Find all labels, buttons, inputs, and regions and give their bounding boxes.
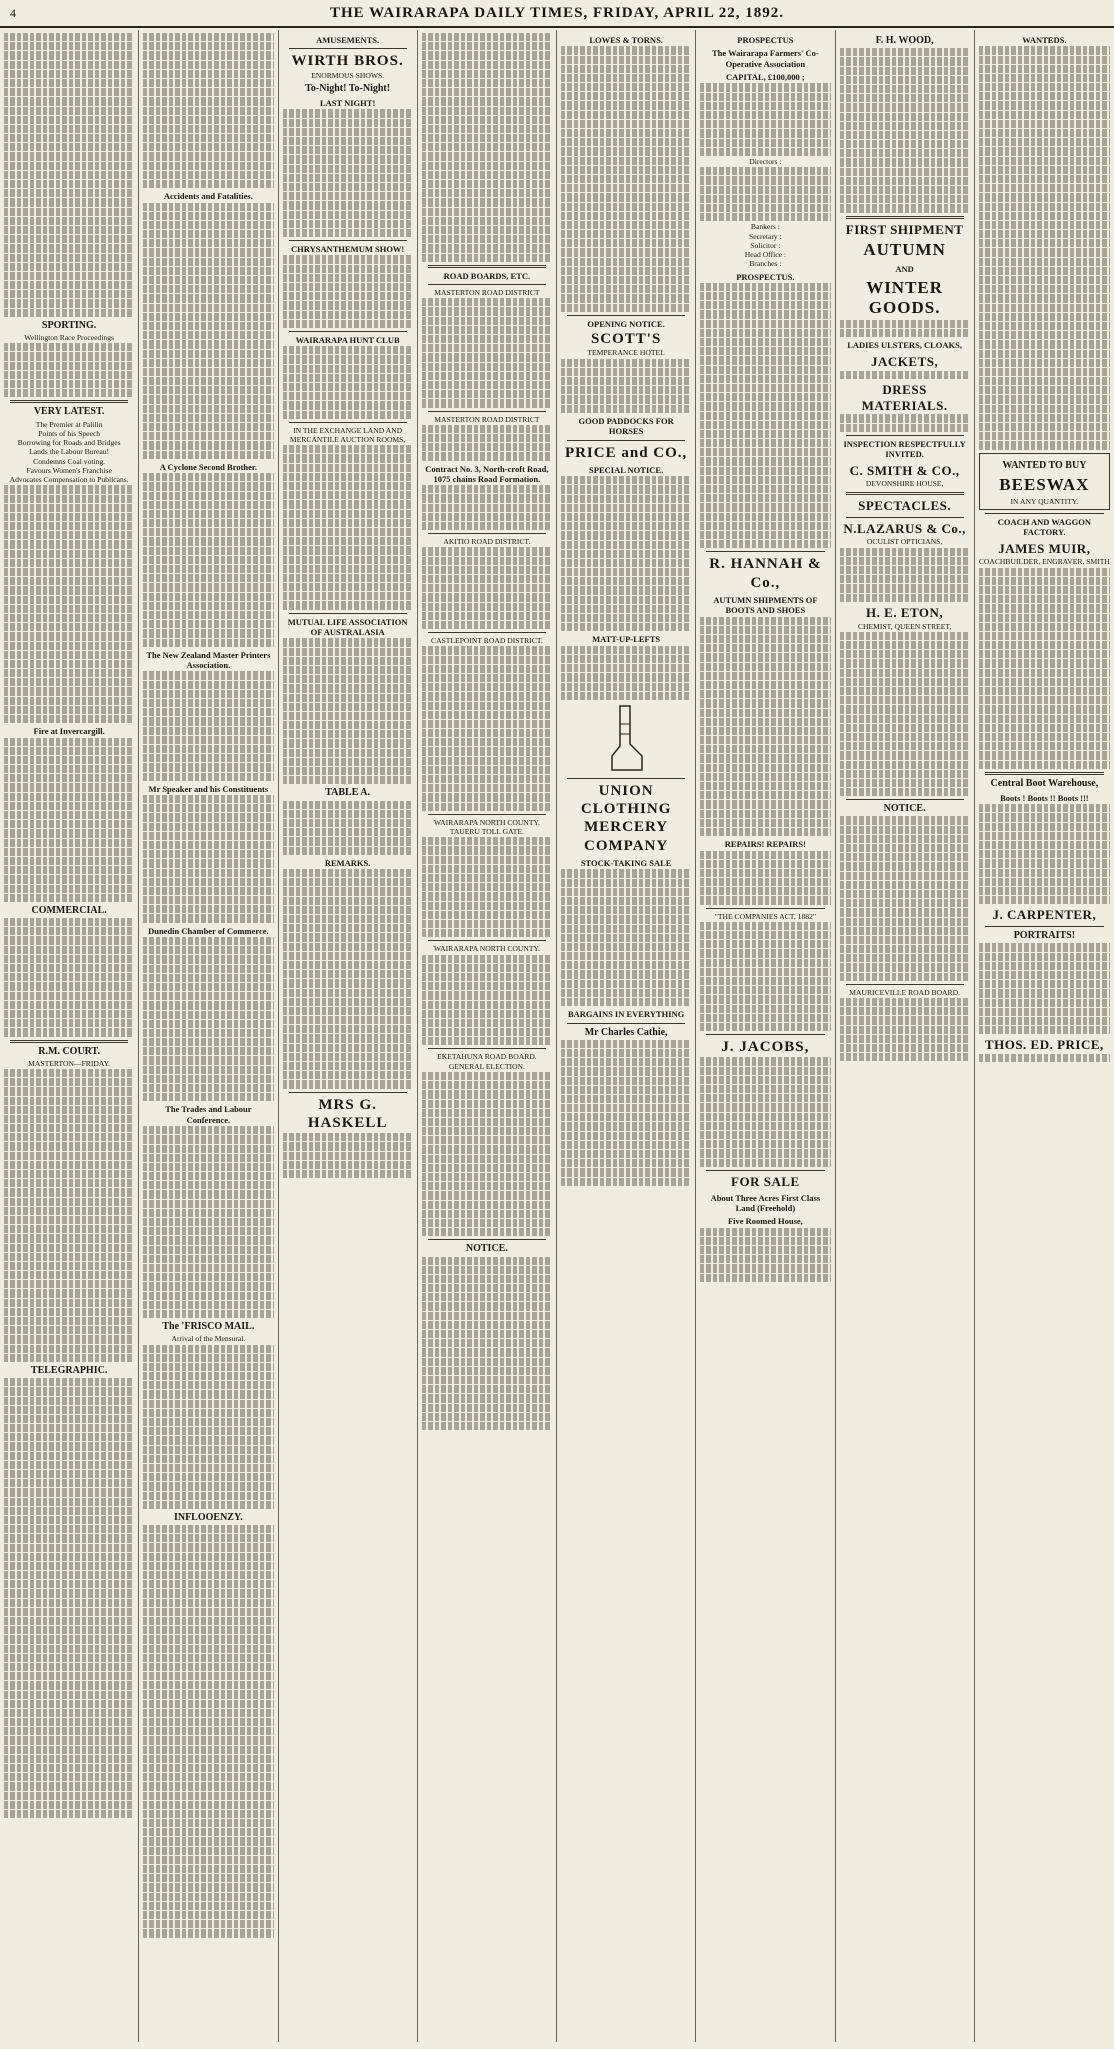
advert-heading: JACKETS, [871,353,939,369]
advert-heading: COACH AND WAGGON FACTORY. [997,516,1092,538]
notice-heading: MASTERTON ROAD DISTRICT [434,288,540,298]
subheading: Condemns Coal voting. [33,456,106,466]
subheading: Arrival of the Mensural. [171,1334,246,1344]
notice-text [422,425,552,461]
advert-text [561,646,691,700]
divider [567,440,685,441]
article-text [143,671,273,780]
advert-text [979,1054,1110,1062]
subheading: Advocates Compensation to Publicans. [9,475,129,485]
table-text [283,801,413,855]
advert-title: WINTER GOODS. [866,277,944,318]
notice-text [422,485,552,530]
advert-title: H. E. ETON, [866,604,944,620]
notice-text [422,547,552,629]
advert-title: J. JACOBS, [721,1039,810,1056]
advert-text [840,414,970,431]
advert-heading: CAPITAL, £100,000 ; [726,72,805,83]
advert-title: The Wairarapa Farmers' Co-Operative Association [711,48,819,69]
advert-text [561,359,691,413]
column-8 [975,30,1114,2042]
divider [289,240,407,241]
section-heading: AMUSEMENTS. [316,35,380,45]
advert-text [283,346,413,419]
advert-text [700,922,830,1031]
advert-heading: LAST NIGHT! [319,98,376,109]
divider [985,772,1104,775]
advert-text [561,869,691,1006]
notice-heading: EKETAHUNA ROAD BOARD. [437,1052,537,1062]
advert-subtitle: IN ANY QUANTITY. [1010,496,1079,506]
advert-title: AUTUMN [863,240,946,260]
advert-heading: AUTUMN SHIPMENTS OF BOOTS AND SHOES [713,594,818,616]
advert-text [561,1040,691,1186]
advert-text [283,109,413,237]
advert-subtitle: DEVONSHIRE HOUSE, [865,479,944,489]
article-text [4,738,134,902]
subheading: Favours Women's Franchise [26,465,112,475]
article-text [143,1126,273,1318]
divider [289,422,407,423]
advert-text [283,869,413,1089]
divider [289,331,407,332]
divider [706,1034,824,1035]
notice-text [840,816,970,980]
advert-heading: LADIES ULSTERS, CLOAKS, [847,340,963,351]
notice-text [422,646,552,810]
divider [289,1092,407,1093]
notice-text [422,837,552,937]
advert-title: THOS. ED. PRICE, [984,1037,1104,1053]
section-heading: R.M. COURT. [38,1045,100,1057]
divider [706,1170,824,1171]
divider [985,513,1104,514]
divider [846,799,964,800]
column-5 [557,30,696,2042]
article-text [4,343,134,397]
section-heading: Accidents and Fatalities. [163,191,253,202]
boot-illustration-icon [606,704,646,774]
article-text [143,473,273,647]
article-text [143,33,273,188]
divider [289,48,407,49]
advert-heading: GOOD PADDOCKS FOR HORSES [578,415,674,437]
divider [567,778,685,779]
advert-title: WIRTH BROS. [291,53,404,70]
advert-title: WANTED TO BUY [1002,459,1087,471]
article-text [143,1345,273,1509]
advert-title: SCOTT'S [590,331,662,348]
notice-text [840,998,970,1061]
notice-heading: NOTICE. [465,1243,508,1255]
advert-subheading: Bankers : [750,222,780,232]
divider [10,400,128,403]
subheading: Points of his Speech [38,428,101,438]
article-text [143,937,273,1101]
section-heading: Mr Speaker and his Constituents [148,783,269,794]
advert-text [840,320,970,337]
page-title: THE WAIRARAPA DAILY TIMES, FRIDAY, APRIL 22, 1892. [329,4,785,21]
masthead [0,0,1114,28]
advert-text [700,617,830,837]
advert-subtitle: OCULIST OPTICIANS, [866,537,943,547]
divider [428,814,546,815]
advert-title: PRICE and CO., [564,444,688,461]
advert-title: MRS G. HASKELL [307,1096,388,1131]
divider [706,551,824,552]
divider [846,216,964,219]
advert-subtitle: COACHBUILDER, ENGRAVER, SMITH [978,557,1110,567]
advert-text [840,371,970,379]
advert-heading: IN THE EXCHANGE LAND AND MERCANTILE AUCTION ROOMS, [289,425,406,445]
advert-text [700,167,830,221]
advert-title: N.LAZARUS & Co., [843,520,966,536]
subheading: The Premier at Palilin [35,419,103,429]
advert-subheading: Branches : [749,259,782,269]
notice-subheading: TAUERU TOLL GATE. [449,827,524,837]
divider [428,284,546,285]
advert-heading: Five Roomed House, [727,1216,803,1227]
notice-heading: Contract No. 3, North-croft Road, 1075 chains Road Formation. [425,463,549,484]
divider [10,1040,128,1043]
divider [846,517,964,518]
advert-title: UNION CLOTHING [580,782,672,818]
article-text [143,795,273,923]
advert-title: F. H. WOOD, [875,35,934,46]
advert-text [840,632,970,796]
advert-title: MERCERY COMPANY [584,819,669,854]
advert-heading: DRESS MATERIALS. [861,381,948,413]
subheading: Borrowing for Roads and Bridges [17,438,121,448]
advert-heading: MATT-UP-LEFTS [592,634,661,645]
divider [846,435,964,436]
divider [567,315,685,316]
advert-subheading: Directors : [749,156,782,166]
advert-text [283,445,413,609]
article-text [4,918,134,1036]
notice-heading: WAIRARAPA NORTH COUNTY. [433,944,540,954]
advert-subheading: Secretary : [749,231,782,241]
page-number: 4 [10,5,17,20]
advert-text [840,48,970,212]
column-1 [0,30,139,2042]
divider [985,926,1104,927]
advert-subheading: Solicitor : [750,240,781,250]
advert-text [979,943,1110,1034]
notice-text [422,955,552,1046]
advert-text [840,548,970,602]
notice-text [422,1072,552,1236]
column-7 [836,30,975,2042]
divider [289,613,407,614]
advert-text [979,804,1110,904]
advert-heading: PROSPECTUS. [736,271,795,282]
advert-text [283,255,413,328]
column-3 [279,30,418,2042]
section-heading: INFLOOENZY. [173,1511,243,1523]
advert-title: C. SMITH & CO., [849,462,960,478]
advert-title: AND [895,264,914,275]
notice-heading: MASTERTON ROAD DISTRICT [434,414,540,424]
advert-text [561,46,691,311]
divider [428,1048,546,1049]
advert-text [979,568,1110,769]
section-heading: The 'FRISCO MAIL. [162,1321,255,1333]
advert-heading: WAIRARAPA HUNT CLUB [295,334,400,345]
notice-subheading: GENERAL ELECTION. [448,1061,525,1071]
advert-title: BEESWAX [999,474,1090,494]
advert-title: FOR SALE [731,1173,800,1189]
advert-heading: SPECIAL NOTICE. [589,464,664,475]
divider [428,1239,546,1240]
divider [428,632,546,633]
section-heading: A Cyclone Second Brother. [159,461,258,472]
article-text [143,203,273,459]
notice-heading: AKITIO ROAD DISTRICT. [443,537,531,547]
divider [428,411,546,412]
section-heading: WANTEDS. [1022,35,1067,45]
divider [428,533,546,534]
advert-subtitle: CHEMIST, QUEEN STREET, [857,621,952,631]
advert-heading: OPENING NOTICE. [587,318,665,329]
advert-heading: INSPECTION RESPECTFULLY INVITED. [843,438,966,460]
advert-text [700,1228,830,1282]
subheading: Wellington Race Proceedings [24,333,114,342]
advert-subtitle: ENORMOUS SHOWS. [311,70,385,80]
advert-title: Central Boot Warehouse, [990,777,1099,789]
article-text [4,1069,134,1362]
advert-heading: LOWES & TORNS. [589,35,663,45]
advert-heading: BARGAINS IN EVERYTHING [567,1009,685,1020]
advert-heading: To-Night! To-Night! [305,82,391,94]
notice-heading: WAIRARAPA NORTH COUNTY. [433,817,540,827]
advert-heading: About Three Acres First Class Land (Freehold) [710,1192,821,1213]
article-text [4,1378,134,1818]
classified-text [979,46,1110,449]
section-heading: TELEGRAPHIC. [30,1364,108,1376]
article-text [422,33,552,262]
advert-heading: "THE COMPANIES ACT, 1882" [714,911,816,921]
section-heading: SPORTING. [41,319,97,331]
divider [428,940,546,941]
divider [846,492,964,495]
advert-title: Mr Charles Cathie, [584,1026,668,1038]
advert-title: FIRST SHIPMENT [845,221,964,237]
advert-text [700,1057,830,1166]
section-heading: The New Zealand Master Printers Association. [146,649,271,671]
column-6 [696,30,835,2042]
notice-heading: CASTLEPOINT ROAD DISTRICT. [431,636,543,646]
advert-heading: TABLE A. [325,787,371,799]
section-heading: The Trades and Labour Conference. [165,1104,252,1125]
advert-heading: REPAIRS! REPAIRS! [724,839,806,850]
divider [428,265,546,268]
divider [846,984,964,985]
notice-heading: MAURICEVILLE ROAD BOARD. [849,987,960,997]
advert-heading: CHRYSANTHEMUM SHOW! [290,244,405,255]
notice-heading: NOTICE. [883,803,926,815]
article-text [4,33,134,317]
advert-heading: Boots ! Boots !! Boots !!! [1000,792,1089,803]
advert-text [283,638,413,784]
advert-title: SPECTACLES. [858,497,952,513]
section-heading: VERY LATEST. [33,406,105,418]
advert-subheading: Head Office : [744,250,786,260]
advert-heading: MUTUAL LIFE ASSOCIATION OF AUSTRALASIA [287,616,408,638]
advert-heading: PROSPECTUS [737,35,794,45]
subheading: MASTERTON—FRIDAY. [28,1058,111,1068]
advert-title: PORTRAITS! [1013,930,1076,942]
subheading: Lands the Labour Bureau! [29,447,110,457]
divider [706,908,824,909]
column-4 [418,30,557,2042]
advert-text [700,283,830,548]
section-heading: ROAD BOARDS, ETC. [443,270,531,281]
advert-subtitle: TEMPERANCE HOTEL [587,348,665,358]
advert-heading: REMARKS. [324,857,371,868]
advert-text [283,1133,413,1178]
section-heading: COMMERCIAL. [31,904,107,916]
article-text [4,485,134,723]
section-heading: Fire at Invercargill. [33,726,105,737]
divider [567,1023,685,1024]
column-2 [139,30,278,2042]
advert-heading: STOCK-TAKING SALE [580,858,672,869]
beeswax-advert [979,453,1110,510]
advert-text [561,476,691,631]
advert-title: JAMES MUIR, [998,540,1091,556]
notice-text [422,1257,552,1431]
advert-text [700,851,830,905]
advert-title: R. HANNAH & Co., [709,556,822,591]
poem-text [143,1525,273,1937]
advert-title: J. CARPENTER, [992,907,1097,923]
advert-text [700,83,830,156]
section-heading: Dunedin Chamber of Commerce. [148,925,269,936]
notice-text [422,298,552,407]
newspaper-columns [0,30,1114,2042]
